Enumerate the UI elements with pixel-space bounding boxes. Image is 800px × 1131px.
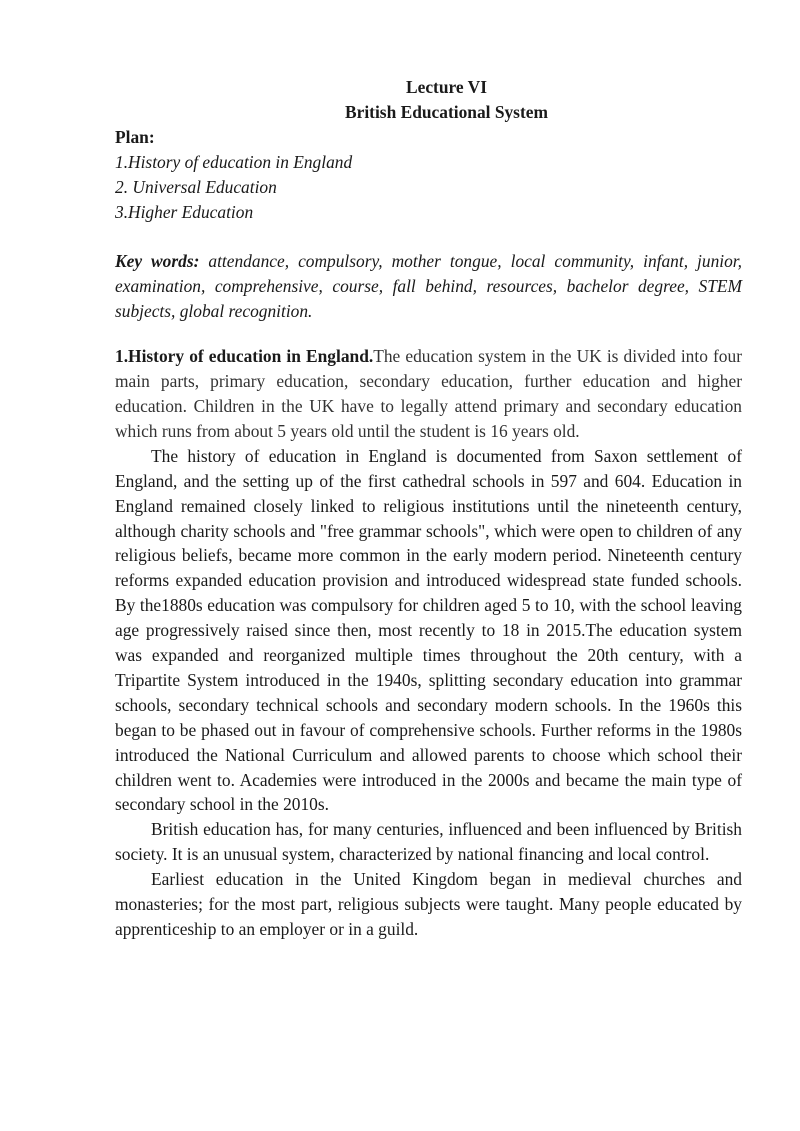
keywords-paragraph [115, 249, 742, 324]
spacer [115, 324, 742, 344]
section-intro-paragraph [115, 344, 742, 444]
section-heading: 1.History of education in England. [115, 346, 374, 367]
paragraph-british-society: British education has, for many centuries, influenced and been influenced by British society. It is an unusual system, characterized by national financing and local control. [115, 819, 742, 865]
plan-item-2: 2. Universal Education [115, 176, 277, 197]
plan-item-3: 3.Higher Education [115, 201, 254, 222]
lecture-number: Lecture VI [406, 77, 487, 97]
plan-item-1: 1.History of education in England [115, 151, 353, 172]
document-page [115, 75, 742, 942]
section-intro-text: The education system in the UK is divided into four main parts, primary education, secondary education, further education and higher education. Children in the UK have to legally attend primary and secondary education which runs from about 5 years old until the student is 16 years old. [115, 346, 742, 441]
paragraph-history: The history of education in England is documented from Saxon settlement of England, and the setting up of the first cathedral schools in 597 and 604. Education in England remained closely linked to religious institutions until the nineteenth century, although charity schools and "free grammar schools", which were open to children of any religious beliefs, became more common in the early modern period. Nineteenth century reforms expanded education provision and introduced widespread state funded schools. By the1880s education was compulsory for children aged 5 to 10, with the school leaving age progressively raised since then, most recently to 18 in 2015.The education system was expanded and reorganized multiple times throughout the 20th century, with a Tripartite System introduced in the 1940s, splitting secondary education into grammar schools, secondary technical schools and secondary modern schools. In the 1960s this began to be phased out in favour of comprehensive schools. Further reforms in the 1980s introduced the National Curriculum and allowed parents to choose which school their children went to. Academies were introduced in the 2000s and became the main type of secondary school in the 2010s. [115, 445, 742, 815]
document-title: British Educational System [345, 101, 548, 122]
keywords-text: attendance, compulsory, mother tongue, local community, infant, junior, examination, comprehensive, course, fall behind, resources, bachelor degree, STEM subjects, global recognition. [115, 251, 742, 322]
keywords-label: Key words: [115, 251, 200, 272]
spacer [115, 224, 742, 249]
paragraph-earliest-education: Earliest education in the United Kingdom began in medieval churches and monasteries; for the most part, religious subjects were taught. Many people educated by apprenticeship to an employer or in a guild. [115, 869, 742, 939]
plan-label: Plan: [115, 126, 155, 147]
